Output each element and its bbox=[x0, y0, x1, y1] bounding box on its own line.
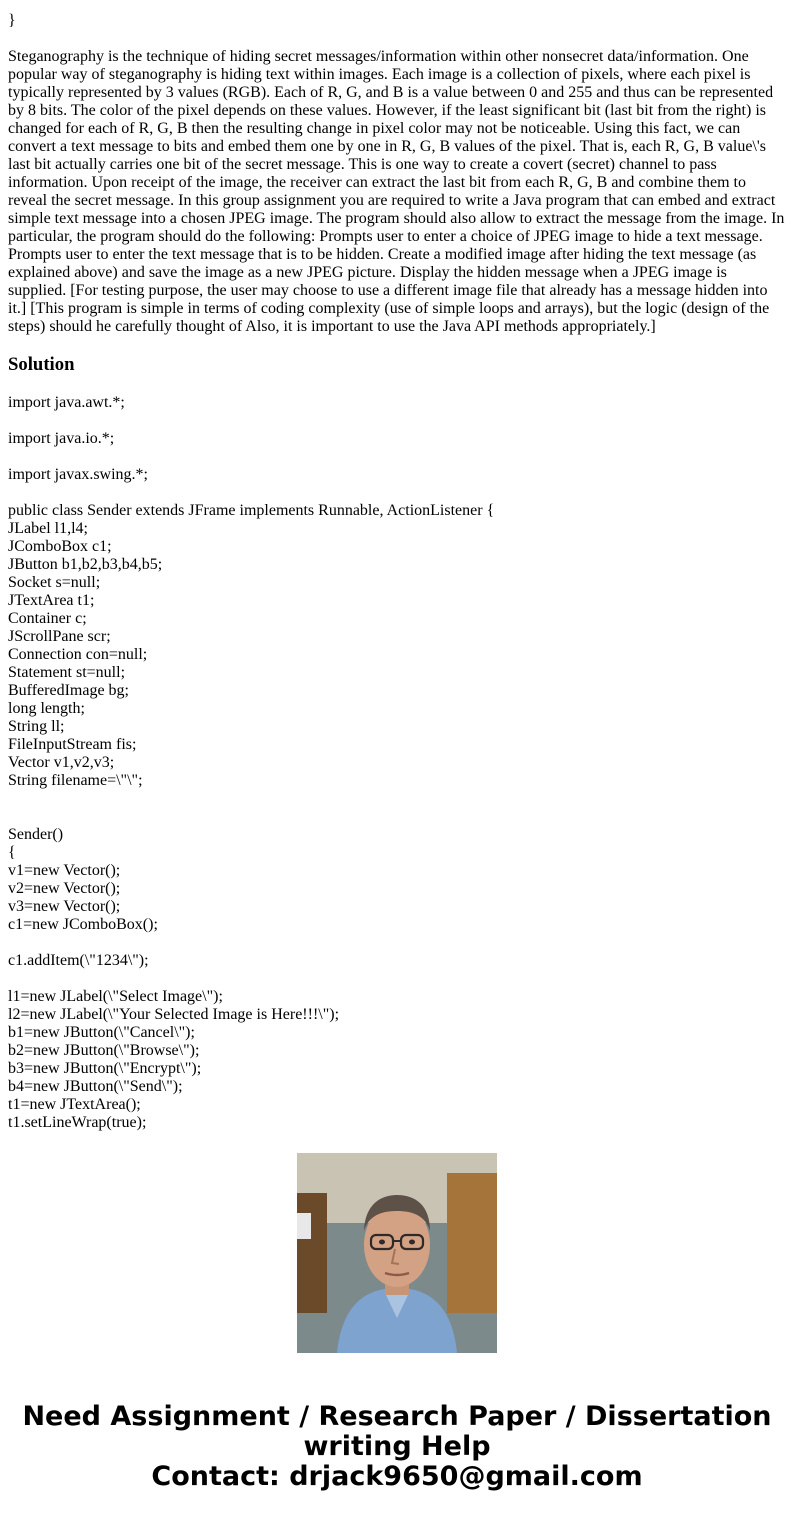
code-line: JButton b1,b2,b3,b4,b5; bbox=[8, 556, 163, 573]
code-line: b4=new JButton(\"Send\"); bbox=[8, 1078, 183, 1095]
code-line: BufferedImage bg; bbox=[8, 682, 129, 699]
avatar bbox=[297, 1153, 497, 1353]
code-line: Vector v1,v2,v3; bbox=[8, 754, 115, 771]
code-line: Socket s=null; bbox=[8, 574, 101, 591]
code-line: Statement st=null; bbox=[8, 664, 126, 681]
code-line: v3=new Vector(); bbox=[8, 898, 121, 915]
code-line: c1.addItem(\"1234\"); bbox=[8, 952, 149, 969]
code-line: Connection con=null; bbox=[8, 646, 148, 663]
code-line: JScrollPane scr; bbox=[8, 628, 111, 645]
code-line: Container c; bbox=[8, 610, 87, 627]
code-line: v2=new Vector(); bbox=[8, 880, 121, 897]
code-line: c1=new JComboBox(); bbox=[8, 916, 158, 933]
import-line: import javax.swing.*; bbox=[8, 466, 148, 483]
avatar-portrait-icon bbox=[297, 1153, 497, 1353]
code-line: String ll; bbox=[8, 718, 65, 735]
question-text: Steganography is the technique of hiding secret messages/information within other nonsecret data/information. One popular way of steganography is hiding text within images. Each image is a collection of pixels, where each pixel is typically represented by 3 values (RGB). Each of R, G, and B is a value between 0 and 255 and thus can be represented by 8 bits. The color of the pixel depends on these values. However, if the least significant bit (last bit from the right) is changed for each of R, G, B then the resulting change in pixel color may not be noticeable. Using this fact, we can convert a text message to bits and embed them one by one in R, G, B values of the pixel. That is, each R, G, B value\'s last bit actually carries one bit of the secret message. This is one way to create a covert (secret) channel to pass information. Upon receipt of the image, the receiver can extract the last bit from each R, G, B and combine them to reveal the secret message. In this group assignment you are required to write a Java program that can embed and extract simple text message into a chosen JPEG image. The program should also allow to extract the message from the image. In particular, the program should do the following: Prompts user to enter a choice of JPEG image to hide a text message. Prompts user to enter the text message that is to be hidden. Create a modified image after hiding the text message (as explained above) and save the image as a new JPEG picture. Display the hidden message when a JPEG image is supplied. [For testing purpose, the user may choose to use a different image file that already has a message hidden into it.] [This program is simple in terms of coding complexity (use of simple loops and arrays), but the logic (design of the steps) should he carefully thought of Also, it is important to use the Java API methods appropriately.] bbox=[8, 48, 785, 335]
code-line: t1=new JTextArea(); bbox=[8, 1096, 141, 1113]
code-line: { bbox=[8, 844, 16, 861]
init-block bbox=[8, 988, 786, 1132]
leading-brace: } bbox=[8, 12, 16, 29]
code-line: b3=new JButton(\"Encrypt\"); bbox=[8, 1060, 202, 1077]
code-line: JComboBox c1; bbox=[8, 538, 112, 555]
import-line: import java.awt.*; bbox=[8, 394, 125, 411]
class-declaration-block bbox=[8, 502, 786, 826]
solution-heading: Solution bbox=[8, 354, 75, 375]
code-line: Sender() bbox=[8, 826, 64, 843]
footer-banner bbox=[0, 1402, 794, 1492]
import-line: import java.io.*; bbox=[8, 430, 115, 447]
code-line: JLabel l1,l4; bbox=[8, 520, 88, 537]
code-line: l1=new JLabel(\"Select Image\"); bbox=[8, 988, 223, 1005]
code-line: t1.setLineWrap(true); bbox=[8, 1114, 147, 1131]
document-content bbox=[8, 12, 786, 1131]
code-line: l2=new JLabel(\"Your Selected Image is Here!!!\"); bbox=[8, 1006, 340, 1023]
code-line: long length; bbox=[8, 700, 85, 717]
footer-line: Need Assignment / Research Paper / Dissertation bbox=[22, 1401, 772, 1432]
code-line: v1=new Vector(); bbox=[8, 862, 121, 879]
code-line: b1=new JButton(\"Cancel\"); bbox=[8, 1024, 195, 1041]
code-line: JTextArea t1; bbox=[8, 592, 95, 609]
constructor-block bbox=[8, 826, 786, 988]
code-line: String filename=\"\"; bbox=[8, 772, 143, 789]
imports-block bbox=[8, 394, 786, 502]
footer-line: writing Help bbox=[303, 1431, 491, 1462]
footer-contact: Contact: drjack9650@gmail.com bbox=[151, 1461, 643, 1492]
code-line: public class Sender extends JFrame implements Runnable, ActionListener { bbox=[8, 502, 495, 519]
code-line: FileInputStream fis; bbox=[8, 736, 137, 753]
code-line: b2=new JButton(\"Browse\"); bbox=[8, 1042, 200, 1059]
